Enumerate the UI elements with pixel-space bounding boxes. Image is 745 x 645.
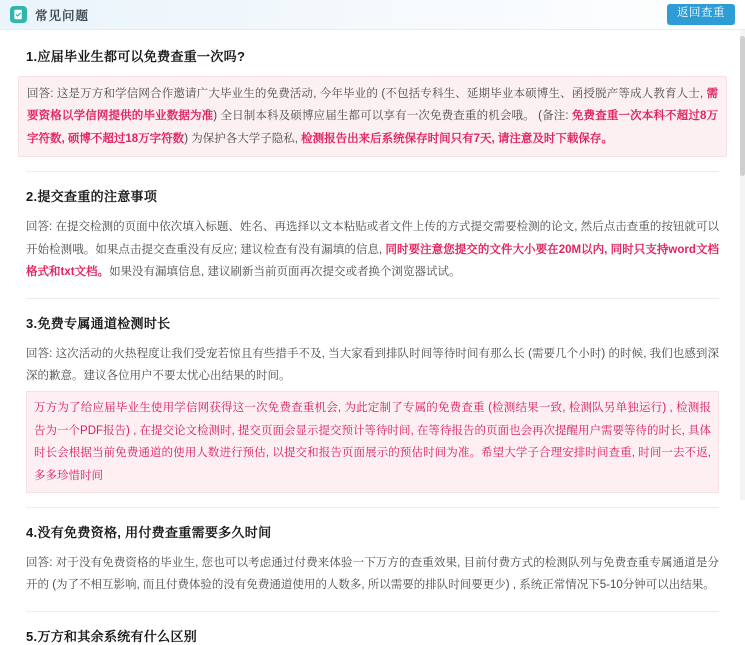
- faq-answer: [18, 76, 727, 157]
- faq-answer-segment: 万方为了给应届毕业生使用学信网获得这一次免费查重机会, 为此定制了专属的免费查重 (检测结果一致, 检测队另单独运行) , 检测报告为一个PDF报告) , 在提交论文检测时, 提交页面会显示提交预计等待时间, 在等待报告的页面也会再次提醒用户需要等待的时长, 具体时长会根据当前免费通道的使用人数进行预估, 以提交和报告页面展示的预估时间为准。希望大学子合理安排时间查重, 时间一去不返, 多多珍惜时间: [26, 391, 719, 493]
- faq-item: [26, 172, 719, 283]
- faq-list: [0, 30, 745, 645]
- faq-question: 4.没有免费资格, 用付费查重需要多久时间: [26, 525, 272, 541]
- scrollbar-thumb[interactable]: [740, 36, 745, 176]
- faq-answer-segment: 同时要注意您提交的文件大小要在20M以内, 同时只支持word文档格式和txt文档。: [26, 243, 720, 279]
- faq-answer-segment: 如果没有漏填信息, 建议刷新当前页面再次提交或者换个浏览器试试。: [109, 266, 461, 279]
- faq-answer-segment: 回答: 这是万方和学信网合作邀请广大毕业生的免费活动, 今年毕业的 (不包括专科生、延期毕业本硕博生、函授脱产等成人教育人士,: [27, 88, 707, 100]
- faq-answer-segment: 回答: 这次活动的火热程度让我们受宠若惊且有些措手不及, 当大家看到排队时间等待时间有那么长 (需要几个小时) 的时候, 我们也感到深深的歉意。建议各位用户不要太忧心出结果的时间。: [26, 347, 719, 382]
- app-header: [0, 0, 745, 30]
- faq-answer: [26, 343, 719, 494]
- faq-answer-segment: ) 全日制本科及硕博应届生都可以享有一次免费查重的机会哦。 (备注:: [213, 110, 572, 123]
- faq-scroll-area[interactable]: [0, 30, 745, 644]
- return-to-check-button[interactable]: 返回查重: [667, 4, 735, 25]
- faq-item: [26, 299, 719, 494]
- page-title: 常见问题: [35, 8, 90, 23]
- faq-answer-segment: 检测报告出来后系统保存时间只有7天, 请注意及时下载保存。: [301, 132, 613, 145]
- faq-item: [26, 46, 719, 157]
- faq-question: 1.应届毕业生都可以免费查重一次吗?: [26, 49, 246, 64]
- faq-answer-segment: 哦。如果点击提交查重没有反应; 建议检查有没有漏填的信息,: [72, 243, 386, 256]
- faq-answer: [26, 216, 719, 283]
- faq-question: 5.万方和其余系统有什么区别: [26, 628, 198, 644]
- scrollbar-track[interactable]: [740, 30, 745, 500]
- faq-item: [26, 508, 719, 597]
- faq-answer-segment: ) 为保护各大学子隐私,: [184, 132, 302, 145]
- faq-answer-segment: 需要资格以学信网提供的毕业数据为准: [27, 88, 718, 123]
- faq-answer-segment: 免费查重一次本科不超过8万字符数, 硕博不超过18万字符数: [27, 110, 719, 145]
- faq-question: 2.提交查重的注意事项: [26, 189, 158, 205]
- faq-answer: [26, 552, 719, 597]
- faq-answer-segment: 回答: 在提交检测的页面中依次填入标题、姓名、再选择以文本粘贴或者文件上传的方式提交需要检测的论文, 然后点击查重的按钮就可以开始检测: [26, 221, 719, 256]
- document-check-icon: [10, 6, 27, 23]
- faq-question: 3.免费专属通道检测时长: [26, 315, 171, 331]
- faq-answer-segment: 回答: 对于没有免费资格的毕业生, 您也可以考虑通过付费来体验一下万方的查重效果, 目前付费方式的检测队列与免费查重专属通道是分开的 (为了不相互影响, 而且付费体验的没有免费通道使用的人数多, 所以需要的排队时间要更少) , 系统正常情况下5-10分钟可以出结果。: [26, 557, 719, 592]
- faq-item: [26, 612, 719, 645]
